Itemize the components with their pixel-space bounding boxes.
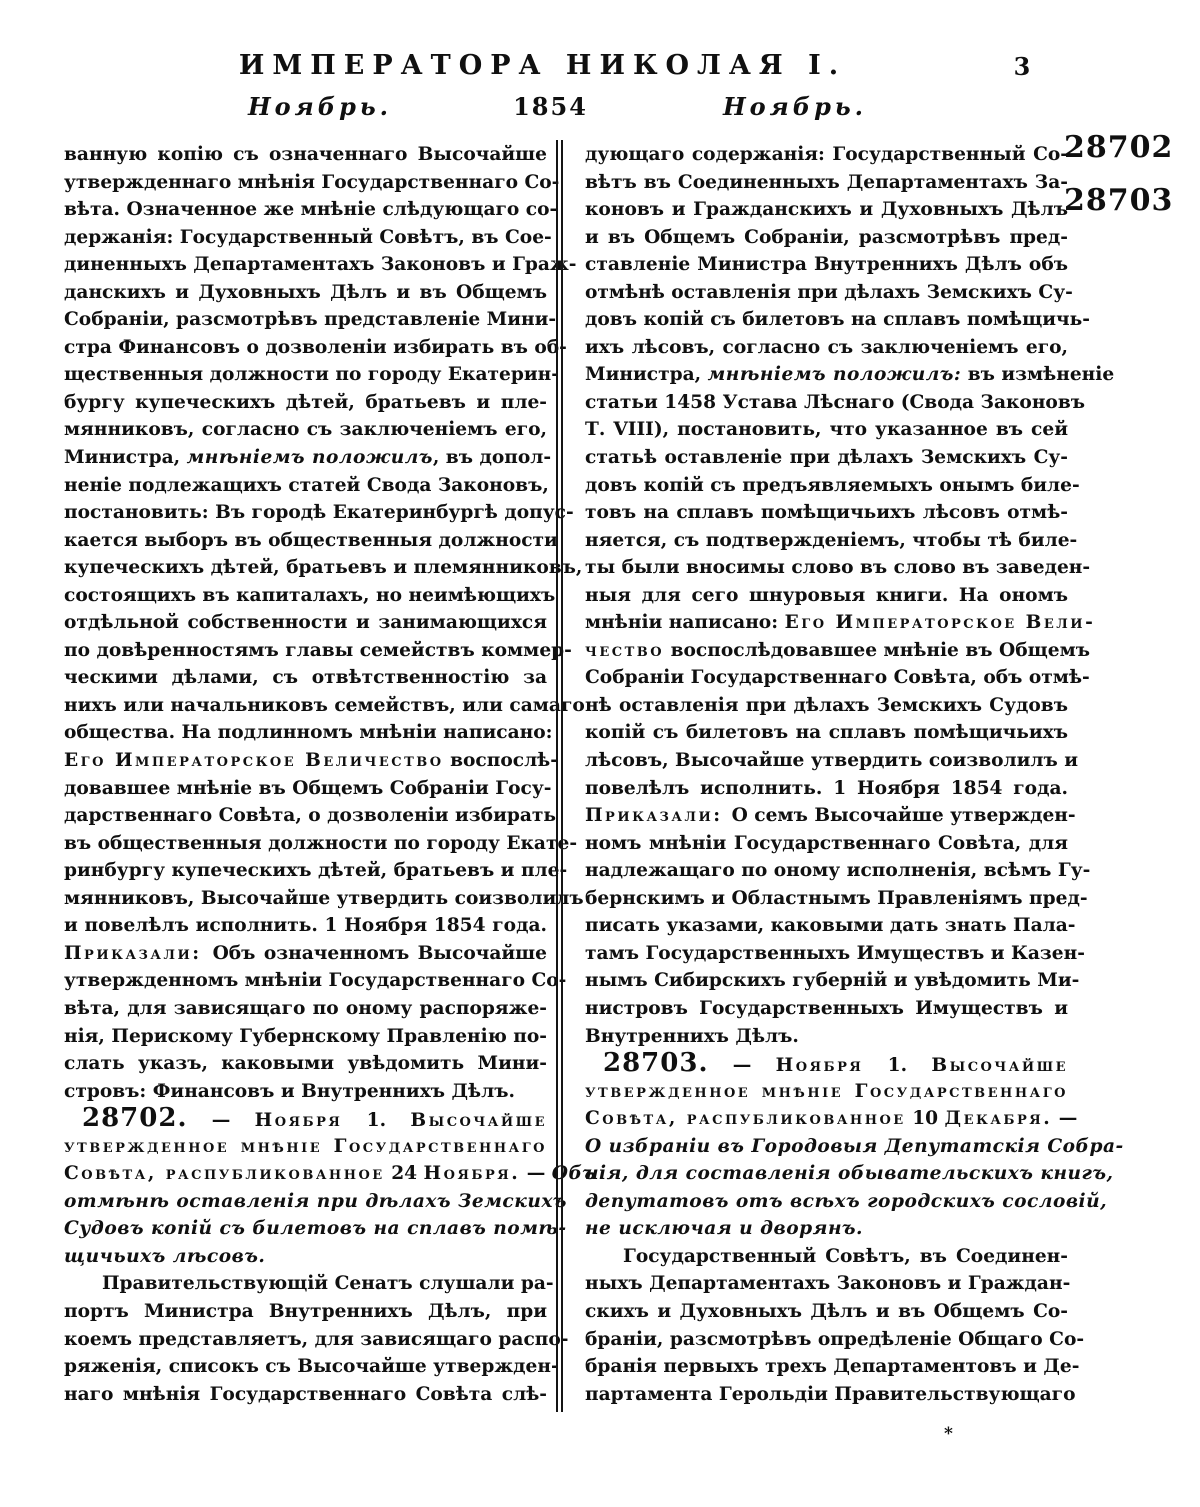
text-line (585, 637, 1090, 665)
body-text: Правительствующій Сенатъ слушали ра- (102, 1273, 554, 1295)
text-line (585, 940, 1085, 968)
body-text: — (520, 1163, 552, 1185)
body-text: нымъ Сибирскихъ губерній и увѣдомить Ми- (585, 970, 1080, 992)
page-title: ИМПЕРАТОРА НИКОЛАЯ I. (238, 50, 847, 81)
text-line (585, 554, 1091, 582)
text-line (585, 416, 1068, 444)
emphasis-text: Высочайше (931, 1055, 1069, 1077)
text-line (585, 664, 1090, 692)
text-line (585, 1188, 1108, 1216)
body-text: по довѣренностямъ главы семействъ коммер- (64, 639, 572, 661)
text-line (64, 527, 558, 555)
text-line (585, 719, 1068, 747)
text-line (64, 361, 559, 389)
text-line (585, 747, 1079, 775)
body-text: вѣта. Означенное же мнѣніе слѣдующаго со- (64, 199, 558, 221)
text-line (64, 995, 547, 1023)
body-text: нихъ или начальниковъ семействъ, или самаго (64, 694, 585, 716)
body-text: щественныя должности по городу Екатерин- (64, 364, 559, 386)
body-text: коновъ и Гражданскихъ и Духовныхъ Дѣлъ (585, 199, 1068, 221)
body-text: коемъ представляетъ, для зависящаго распо- (64, 1328, 569, 1350)
body-text: диненныхъ Департаментахъ Законовъ и Граж- (64, 254, 577, 276)
text-line (585, 141, 1068, 169)
body-text: довъ копій съ билетовъ на сплавъ помѣщичь- (585, 309, 1090, 331)
column-divider-rule (556, 140, 563, 1412)
text-line (64, 1078, 547, 1106)
body-text: Собраніи, разсмотрѣвъ представленіе Мини- (64, 309, 557, 331)
body-text: отдѣльной собственности и занимающихся (64, 612, 547, 634)
text-line (64, 940, 547, 968)
body-text: воспослѣ- (443, 750, 558, 772)
text-line (64, 967, 567, 995)
body-text: воспослѣдовавшее мнѣніе въ Общемъ (664, 639, 1090, 661)
text-line (64, 1050, 547, 1078)
body-text: Т. VIII), постановить, что указанное въ сей (585, 419, 1068, 441)
text-line (64, 1160, 597, 1188)
text-line (585, 224, 1068, 252)
body-text: тамъ Государственныхъ Имуществъ и Казен- (585, 942, 1085, 964)
body-text: состоящихъ въ капиталахъ, но неимѣющихъ (64, 584, 556, 606)
emphasis-text: Ноября (254, 1110, 343, 1132)
text-line (64, 1243, 547, 1271)
body-text: — (187, 1110, 255, 1132)
text-line (585, 609, 1096, 637)
body-text: нѣ оставленія при дѣлахъ Земскихъ Судовъ (585, 694, 1068, 716)
body-text: портъ Министра Внутреннихъ Дѣлъ, при (64, 1300, 547, 1322)
text-line (585, 279, 1073, 307)
body-text: и въ Общемъ Собраніи, разсмотрѣвъ пред- (585, 226, 1068, 248)
body-text: мянниковъ, Высочайше утвердить соизволилъ (64, 887, 584, 909)
text-line (64, 306, 557, 334)
text-line (585, 912, 1076, 940)
text-line (585, 169, 1068, 197)
text-line (585, 1243, 1068, 1271)
text-line (585, 472, 1080, 500)
body-text: отмѣнѣ оставленія при дѣлахъ Земскихъ Су- (585, 281, 1073, 303)
body-text: Объ означенномъ Высочайше (212, 942, 547, 964)
text-line (64, 1270, 554, 1298)
text-column-left (64, 141, 597, 1408)
text-line (64, 830, 578, 858)
body-text: вѣта, для зависящаго по оному распоряже- (64, 997, 547, 1019)
footnote-mark: * (944, 1424, 953, 1444)
body-text: ставленіе Министра Внутреннихъ Дѣлъ объ (585, 254, 1068, 276)
body-text: въ измѣненіе (961, 364, 1115, 386)
body-text: номъ мнѣніи Государственнаго Совѣта, для (585, 832, 1068, 854)
text-line (64, 169, 560, 197)
body-text: ныя для сего шнуровыя книги. На ономъ (585, 584, 1068, 606)
text-line (585, 306, 1090, 334)
emphasis-text: щичьихъ лѣсовъ. (64, 1245, 266, 1267)
body-text: кается выборъ въ общественныя должности (64, 529, 558, 551)
emphasis-text: утвержденное мнѣніе Государственнаго (64, 1135, 547, 1157)
text-line (64, 912, 547, 940)
text-line (585, 775, 1068, 803)
emphasis-text: чество (585, 639, 665, 661)
text-line (64, 1215, 567, 1243)
body-text: утвержденнаго мнѣнія Государственнаго Со- (64, 171, 560, 193)
body-text: ряженія, списокъ съ Высочайше утвержден- (64, 1356, 559, 1378)
text-line (64, 444, 552, 472)
text-line (585, 967, 1080, 995)
body-text: 1. (342, 1110, 411, 1132)
body-text: дующаго содержанія: Государственный Со- (585, 144, 1068, 165)
text-line (64, 416, 547, 444)
emphasis-text: мнѣніемъ положилъ: (707, 364, 962, 386)
body-text: Внутреннихъ Дѣлъ. (585, 1025, 799, 1047)
body-text: — (1052, 1108, 1078, 1130)
text-line (64, 499, 574, 527)
running-head-month-right: Ноябрь. (722, 92, 868, 121)
body-text: бранія первыхъ трехъ Департаментовъ и Де- (585, 1356, 1080, 1378)
text-line (585, 527, 1078, 555)
text-line (585, 196, 1068, 224)
body-text: мянниковъ, согласно съ заключеніемъ его, (64, 419, 547, 441)
text-line (64, 1188, 567, 1216)
body-text: 24 (384, 1163, 424, 1185)
text-line (585, 1105, 1078, 1133)
text-line (64, 1326, 569, 1354)
body-text: Министра, (585, 364, 708, 386)
text-line (64, 692, 585, 720)
body-text: вѣтъ въ Соединенныхъ Департаментахъ За- (585, 171, 1068, 193)
text-line (585, 995, 1068, 1023)
text-line (64, 857, 568, 885)
body-text: довавшее мнѣніе въ Общемъ Собраніи Госу- (64, 777, 552, 799)
body-text: общества. На подлинномъ мнѣніи написано: (64, 722, 553, 744)
body-text: стра Финансовъ о дозволеніи избирать въ об- (64, 336, 567, 358)
text-line (64, 775, 552, 803)
emphasis-text: отмѣнѣ оставленія при дѣлахъ Земскихъ (64, 1190, 567, 1212)
body-text: бургу купеческихъ дѣтей, братьевъ и пле- (64, 391, 547, 413)
text-line (64, 1381, 547, 1409)
text-line (585, 692, 1068, 720)
emphasis-text: Высочайше (410, 1110, 548, 1132)
text-line (64, 885, 584, 913)
text-line (64, 554, 583, 582)
emphasis-text: нія, для составленія обывательскихъ книгъ, (585, 1163, 1114, 1185)
body-text: копій съ билетовъ на сплавъ помѣщичьихъ (585, 722, 1068, 744)
running-head-month-left: Ноябрь. (247, 92, 393, 121)
body-text: — (708, 1055, 776, 1077)
text-line (585, 444, 1068, 472)
text-line (585, 1050, 1068, 1078)
emphasis-text: Приказали: (585, 805, 732, 827)
text-line (64, 637, 572, 665)
body-text: скихъ и Духовныхъ Дѣлъ и въ Общемъ Со- (585, 1300, 1068, 1322)
text-line (585, 1160, 1114, 1188)
body-text: 10 (905, 1108, 945, 1130)
emphasis-text: Его Императорское Вели- (784, 612, 1096, 634)
body-text: наго мнѣнія Государственнаго Совѣта слѣ- (64, 1383, 547, 1405)
text-line (64, 802, 557, 830)
body-text: О семъ Высочайше утвержден- (731, 805, 1076, 827)
text-line (64, 141, 547, 169)
text-line (585, 361, 1115, 389)
body-text: стровъ: Финансовъ и Внутреннихъ Дѣлъ. (64, 1080, 515, 1102)
text-line (64, 472, 547, 500)
body-text: няется, съ подтвержденіемъ, чтобы тѣ биле- (585, 529, 1078, 551)
body-text: бернскимъ и Областнымъ Правленіямъ пред- (585, 887, 1088, 909)
emphasis-text: Его Императорское Величество (64, 750, 444, 772)
body-text: и повелѣлъ исполнить. 1 Ноября 1854 года. (64, 915, 547, 937)
text-line (64, 389, 547, 417)
text-line (585, 1078, 1068, 1106)
text-line (585, 1353, 1080, 1381)
body-text: ихъ лѣсовъ, согласно съ заключеніемъ его, (585, 336, 1068, 358)
text-line (64, 664, 547, 692)
body-text: дарственнаго Совѣта, о дозволеніи избирать (64, 805, 557, 827)
text-line (64, 251, 577, 279)
body-text: постановить: Въ городѣ Екатеринбургѣ допус- (64, 502, 574, 524)
text-line (64, 609, 547, 637)
emphasis-text: депутатовъ отъ всѣхъ городскихъ сословій, (585, 1190, 1108, 1212)
text-line (585, 1133, 1124, 1161)
text-line (64, 1353, 559, 1381)
emphasis-text: Декабря. (944, 1108, 1053, 1130)
body-text: ты были вносимы слово въ слово въ заведен- (585, 557, 1091, 579)
text-line (64, 196, 558, 224)
body-text: довъ копій съ предъявляемыхъ онымъ биле- (585, 474, 1080, 496)
page-number: 3 (1013, 52, 1031, 81)
body-text: слать указъ, каковыми увѣдомить Мини- (64, 1053, 547, 1075)
body-text: держанія: Государственный Совѣтъ, въ Сое- (64, 226, 552, 248)
emphasis-text: О избраніи въ Городовыя Депутатскія Собра- (585, 1135, 1124, 1157)
text-line (585, 582, 1068, 610)
body-text: ныхъ Департаментахъ Законовъ и Граждан- (585, 1273, 1071, 1295)
body-text: товъ на сплавъ помѣщичьихъ лѣсовъ отмѣ- (585, 502, 1068, 524)
text-line (64, 747, 558, 775)
emphasis-text: Ноября (775, 1055, 864, 1077)
text-line (585, 885, 1088, 913)
body-text: данскихъ и Духовныхъ Дѣлъ и въ Общемъ (64, 281, 547, 303)
text-line (585, 334, 1068, 362)
body-text: въ общественныя должности по городу Екате- (64, 832, 578, 854)
text-line (585, 389, 1086, 417)
emphasis-text: утвержденное мнѣніе Государственнаго (585, 1080, 1068, 1102)
body-text: статьи 1458 Устава Лѣснаго (Свода Законовъ (585, 391, 1086, 413)
body-text: ческими дѣлами, съ отвѣтственностію за (64, 667, 547, 689)
body-text: купеческихъ дѣтей, братьевъ и племянниковъ, (64, 557, 583, 579)
text-line (585, 857, 1091, 885)
body-text: партамента Герольдіи Правительствующаго (585, 1383, 1076, 1405)
text-line (585, 1270, 1071, 1298)
text-line (585, 1326, 1085, 1354)
text-line (585, 802, 1076, 830)
article-number: 28702. (82, 1103, 188, 1134)
body-text: ринбургу купеческихъ дѣтей, братьевъ и пле- (64, 860, 568, 882)
text-line (64, 1023, 547, 1051)
text-line (585, 1381, 1076, 1409)
body-text: браніи, разсмотрѣвъ опредѣленіе Общаго Со- (585, 1328, 1085, 1350)
text-line (64, 719, 553, 747)
body-text: утвержденномъ мнѣніи Государственнаго Со- (64, 970, 567, 992)
emphasis-text: мнѣніемъ положилъ (186, 447, 433, 469)
text-line (64, 1105, 547, 1133)
body-text: статьѣ оставленіе при дѣлахъ Земскихъ Су- (585, 447, 1068, 469)
emphasis-text: Ноября. (423, 1163, 521, 1185)
body-text: мнѣніи написано: (585, 612, 785, 634)
body-text: Собраніи Государственнаго Совѣта, объ отмѣ- (585, 667, 1090, 689)
emphasis-text: Совѣта, распубликованное (64, 1163, 385, 1185)
text-line (585, 830, 1068, 858)
emphasis-text: Объ (551, 1163, 597, 1185)
text-line (64, 1298, 547, 1326)
text-line (64, 334, 567, 362)
emphasis-text: Судовъ копій съ билетовъ на сплавъ помѣ- (64, 1218, 567, 1240)
body-text: надлежащаго по оному исполненія, всѣмъ Гу- (585, 860, 1091, 882)
body-text: писать указами, каковыми дать знать Пала- (585, 915, 1076, 937)
text-line (64, 1133, 547, 1161)
text-line (64, 279, 547, 307)
text-line (585, 1215, 1068, 1243)
article-number: 28703. (603, 1048, 709, 1079)
text-line (64, 224, 552, 252)
emphasis-text: Совѣта, распубликованное (585, 1108, 906, 1130)
body-text: , въ допол- (432, 447, 552, 469)
body-text: неніе подлежащихъ статей Свода Законовъ, (64, 474, 549, 496)
text-line (585, 1023, 1068, 1051)
body-text: Министра, (64, 447, 187, 469)
emphasis-text: не исключая и дворянъ. (585, 1218, 864, 1240)
body-text: лѣсовъ, Высочайше утвердить соизволилъ и (585, 750, 1079, 772)
text-column-right (585, 141, 1124, 1408)
margin-article-number-28702: 28702 (1064, 130, 1174, 165)
body-text: 1. (863, 1055, 932, 1077)
running-head-year: 1854 (513, 92, 588, 121)
body-text: ванную копію съ означеннаго Высочайше (64, 144, 547, 165)
margin-article-number-28703: 28703 (1064, 183, 1174, 218)
body-text: Государственный Совѣтъ, въ Соединен- (623, 1245, 1068, 1267)
text-line (585, 1298, 1068, 1326)
text-line (585, 499, 1068, 527)
body-text: нія, Перискому Губернскому Правленію по- (64, 1025, 547, 1047)
emphasis-text: Приказали: (64, 942, 213, 964)
text-line (64, 582, 556, 610)
body-text: нистровъ Государственныхъ Имуществъ и (585, 997, 1068, 1019)
text-line (585, 251, 1068, 279)
body-text: повелѣлъ исполнить. 1 Ноября 1854 года. (585, 777, 1068, 799)
